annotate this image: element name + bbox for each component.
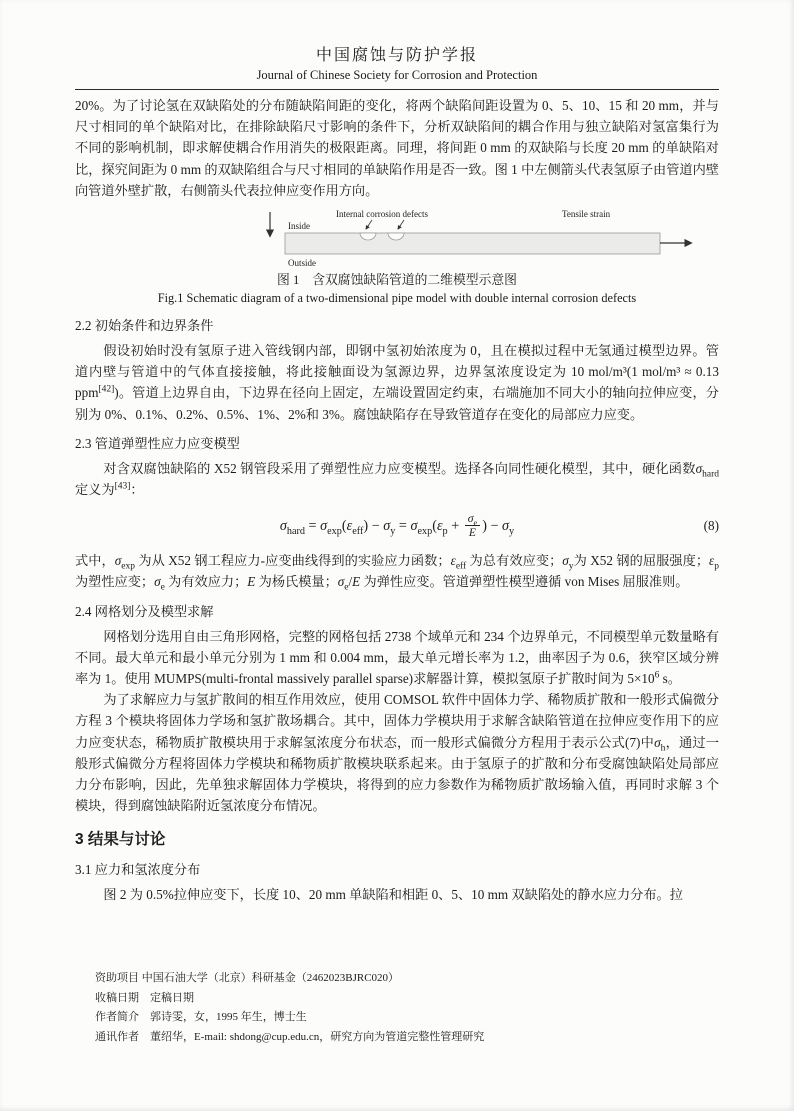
equation-8	[75, 509, 719, 543]
label-outside: Outside	[288, 258, 316, 269]
footnote-funding: 资助项目 中国石油大学（北京）科研基金（2462023BJRC020）	[95, 972, 400, 984]
figure-1-caption-en: Fig.1 Schematic diagram of a two-dimensional pipe model with double internal corrosion defects	[157, 291, 637, 306]
section-2-3-heading: 2.3 管道弹塑性应力应变模型	[75, 435, 240, 451]
footnotes	[95, 969, 719, 1047]
paragraph-stress-hydrogen-distribution: 图 2 为 0.5%拉伸应变下，长度 10、20 mm 单缺陷和相距 0、5、10 mm 双缺陷处的静水应力分布。拉	[103, 887, 683, 903]
fraction-sigma-e-over-E	[465, 512, 480, 540]
paragraph-meshing: 网格划分选用自由三角形网格，完整的网格包括 2738 个域单元和 234 个边界单元，不同模型单元数量略有不同。最大单元和最小单元分别为 1 mm 和 0.004 mm，最大单元增长率为 1.2，曲率因子为 0.6，狭窄区域分辨率为 1。使用 MUMPS(multi-frontal massively parallel sparse)求解器计算，模拟氢原子扩散时间为 $5\times 10^6$ s。	[75, 628, 719, 687]
section-2-4-heading: 2.4 网格划分及模型求解	[75, 603, 214, 619]
journal-header	[75, 42, 719, 90]
pipe-wall-rect	[285, 233, 660, 254]
footnote-corresponding-author: 通讯作者 董绍华，E-mail: shdong@cup.edu.cn，研究方向为管道完整性管理研究	[95, 1030, 485, 1043]
figure-1	[75, 207, 719, 307]
equation-8-formula	[279, 512, 515, 540]
header-rule	[75, 89, 719, 90]
section-3-heading: 3 结果与讨论	[75, 831, 166, 849]
label-internal-corrosion-defects: Internal corrosion defects	[336, 209, 428, 220]
footnote-author-bio: 作者简介 郭诗雯，女，1995 年生，博士生	[95, 1011, 307, 1023]
defect-pointer-arrow-left	[366, 220, 372, 229]
paragraph-equation-terms: 式中，$\sigma_{exp}$ 为从 X52 钢工程应力-应变曲线得到的实验应力函数；$\varepsilon_{eff}$ 为总有效应变；$\sigma_y$为 X52 钢的屈服强度；$\varepsilon_p$ 为塑性应变；$\sigma_e$ 为有效应力；E 为杨氏模量；$\sigma_e/E$ 为弹性应变。管道弹塑性模型遵循 von Mises 屈服准则。	[75, 553, 719, 594]
paragraph-defect-spacing: 20%。为了讨论氢在双缺陷处的分布随缺陷间距的变化，将两个缺陷间距设置为 0、5、10、15 和 20 mm，并与尺寸相同的单个缺陷对比，在排除缺陷尺寸影响的条件下，分析双缺陷间的耦合作用与独立缺陷对氢富集行为不同的影响机制，即求解使耦合作用消失的极限距离。同理，将间距 0 mm 的双缺陷与长度 20 mm 的单缺陷对比，探究间距为 0 mm 的双缺陷组合与尺寸相同的单缺陷作用是否一致。图 1 中左侧箭头代表氢原子由管道内壁向管道外壁扩散，右侧箭头代表拉伸应变作用方向。	[75, 98, 719, 198]
paragraph-elastoplastic-model-intro: 对含双腐蚀缺陷的 X52 钢管段采用了弹塑性应力应变模型。选择各向同性硬化模型，其中，硬化函数$\sigma_{hard}$ 定义为[43]：	[75, 460, 719, 498]
footnote-dates: 收稿日期 定稿日期	[95, 991, 194, 1004]
fraction-numerator: $\sigma_e$	[465, 512, 480, 526]
paragraph-initial-boundary-conditions: 假设初始时没有氢原子进入管线钢内部，即钢中氢初始浓度为 0，且在模拟过程中无氢通过模型边界。管道内壁与管道中的气体直接接触，将此接触面设为氢源边界，边界氢浓度设定为 10 mol/m³(1 mol/m³ ≈ 0.13 ppm[42])。管道上边界自由，下边界在径向上固定，左端设置固定约束，右端施加不同大小的轴向拉伸应变，分别为 0%、0.1%、0.2%、0.5%、1%、2%和 3%。腐蚀缺陷存在导致管道存在变化的局部应力应变。	[75, 343, 719, 422]
equation-8-number: (8)	[703, 518, 719, 534]
figure-1-diagram	[260, 207, 719, 269]
equation-8-part1: $\sigma_{hard} = \sigma_{exp}(\varepsilon_{eff}) - \sigma_y = \sigma_{exp}(\varepsilon_p$ +	[279, 518, 463, 538]
section-2-2-heading: 2.2 初始条件和边界条件	[75, 318, 214, 334]
figure-1-caption-cn: 图 1 含双腐蚀缺陷管道的二维模型示意图	[277, 273, 517, 288]
paragraph-comsol-coupling: 为了求解应力与氢扩散间的相互作用效应，使用 COMSOL 软件中固体力学、稀物质扩散和一般形式偏微分方程 3 个模块将固体力学场和氢扩散场耦合。其中，固体力学模块用于求解含缺陷管道在拉伸应变作用下的应力应变状态，稀物质扩散模块用于求解氢浓度分布状态，而一般形式偏微分方程用于表示公式(7)中$\sigma_h$，通过一般形式偏微分方程将固体力学模块和稀物质扩散模块联系起来。由于氢原子的扩散和分布受腐蚀缺陷处局部应力分布影响，因此，先单独求解固体力学模块，将得到的应力参数作为稀物质扩散场输入值，再同时求解 3 个模块，得到腐蚀缺陷附近氢浓度分布情况。	[75, 692, 720, 814]
paper-body	[75, 95, 719, 906]
journal-title-en: Journal of Chinese Society for Corrosion and Protection	[256, 68, 538, 82]
journal-title-cn: 中国腐蚀与防护学报	[315, 47, 478, 64]
equation-8-part2: ) − $\sigma_y$	[482, 518, 515, 538]
label-tensile-strain: Tensile strain	[562, 209, 611, 220]
pipe-model-diagram	[260, 207, 700, 269]
section-3-1-heading: 3.1 应力和氢浓度分布	[75, 862, 201, 878]
figure-1-caption	[75, 271, 719, 307]
defect-pointer-arrow-right	[398, 220, 404, 229]
label-inside: Inside	[288, 221, 310, 232]
fraction-denominator: E	[468, 526, 477, 540]
